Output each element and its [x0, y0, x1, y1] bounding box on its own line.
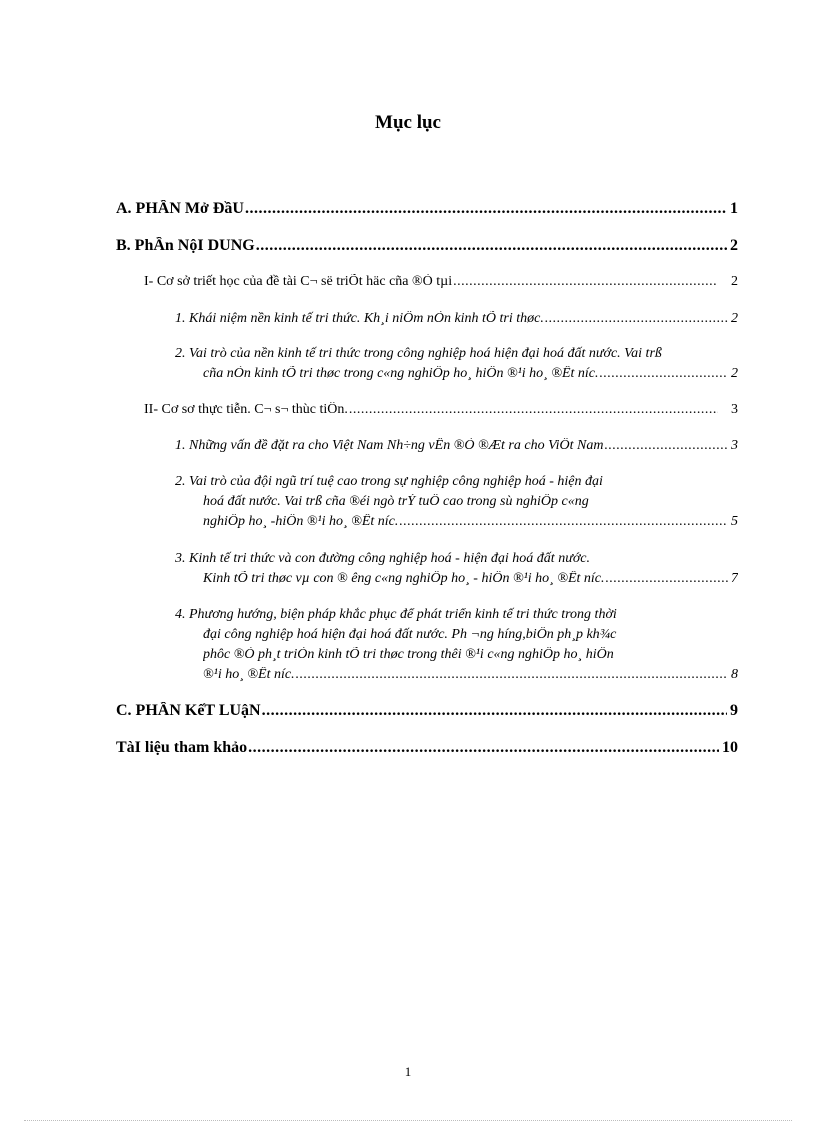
- page-number: 1: [404, 1064, 412, 1079]
- toc-page-number: 8: [731, 667, 738, 682]
- toc-entry-continuation: [203, 514, 738, 530]
- toc-entry-label-line: Kinh tÕ tri thøc vµ con ® êng c«ng nghiÖp ho¸ - hiÖn ®¹i ho¸ ®Êt níc.: [203, 571, 605, 586]
- toc-page-number: 2: [731, 274, 738, 289]
- toc-page-number: 9: [730, 702, 738, 719]
- toc-entry-label: A. PHẦN Mở ĐầU: [116, 200, 244, 217]
- toc-entry-label: I- Cơ sở triết học của đề tài C¬ së triÕt häc cña ®Ò tµi: [144, 274, 453, 289]
- toc-entry-label-line: 3. Kinh tế tri thức và con đường công nghiệp hoá - hiện đại hoá đất nước.: [175, 551, 591, 566]
- toc-entry-continuation: [203, 667, 738, 683]
- toc-entry-continuation: [203, 571, 738, 587]
- toc-entry-1-1[interactable]: [175, 311, 738, 327]
- toc-entry-label: B. PhẦn NộI DUNG: [116, 237, 255, 254]
- toc-page-number: 10: [722, 739, 738, 756]
- toc-entry-label-line: cña nÒn kinh tÕ tri thøc trong c«ng nghiÖp ho¸ hiÖn ®¹i ho¸ ®Êt níc.: [203, 366, 599, 381]
- toc-page-number: 3: [731, 402, 738, 417]
- toc-entry-label: TàI liệu tham khảo: [116, 739, 248, 756]
- toc-page-number: 1: [730, 200, 738, 217]
- toc-entry-conclusion[interactable]: [116, 702, 738, 720]
- toc-page-number: 3: [731, 438, 738, 453]
- dot-leader: [296, 667, 728, 683]
- dot-leader: [349, 402, 718, 418]
- toc-entry-references[interactable]: [116, 739, 738, 757]
- dot-leader: [262, 702, 727, 720]
- dot-leader: [606, 571, 728, 587]
- page-title: Mục lục: [375, 112, 441, 133]
- toc-entry-content[interactable]: [116, 237, 738, 255]
- toc-entry-label-line: 4. Phương hướng, biện pháp khắc phục để phát triển kinh tế tri thức trong thời: [175, 607, 617, 622]
- toc-entry-label-line: đại công nghiệp hoá hiện đại hoá đất nước. Ph ¬ng híng,biÖn ph¸p kh¾c: [203, 627, 617, 642]
- dot-leader: [453, 274, 718, 290]
- toc-page-number: 2: [731, 311, 738, 326]
- toc-entry-continuation: [203, 366, 738, 382]
- toc-entry-label: 1. Khái niệm nền kinh tế tri thức. Kh¸i niÖm nÒn kinh tÕ tri thøc.: [175, 311, 544, 326]
- toc-entry-label: C. PHẦN KếT LUậN: [116, 702, 261, 719]
- dot-leader: [399, 514, 728, 530]
- toc-entry-label-line: 2. Vai trò của đội ngũ trí tuệ cao trong sự nghiệp công nghiệp hoá - hiện đại: [175, 474, 603, 489]
- toc-entry-section-1[interactable]: [144, 274, 738, 290]
- dot-leader: [245, 200, 727, 218]
- toc-entry-label-line: nghiÖp ho¸ -hiÖn ®¹i ho¸ ®Êt níc.: [203, 514, 399, 529]
- dot-leader: [600, 366, 728, 382]
- toc-page-number: 2: [730, 237, 738, 254]
- toc-entry-introduction[interactable]: [116, 200, 738, 218]
- toc-entry-label: 1. Những vấn đề đặt ra cho Việt Nam Nh÷ng vÊn ®Ò ®Æt ra cho ViÖt Nam: [175, 438, 604, 453]
- toc-entry-label-line: ®¹i ho¸ ®Êt níc.: [203, 667, 295, 682]
- toc-page-number: 7: [731, 571, 738, 586]
- toc-page-number: 2: [731, 366, 738, 381]
- toc-entry-section-2[interactable]: [144, 402, 738, 418]
- toc-page-number: 5: [731, 514, 738, 529]
- dot-leader: [545, 311, 728, 327]
- toc-entry-label-line: phôc ®Ó ph¸t triÓn kinh tÕ tri thøc trong thêi ®¹i c«ng nghiÖp ho¸ hiÖn: [203, 647, 614, 662]
- toc-entry-2-1[interactable]: [175, 438, 738, 454]
- toc-entry-label-line: 2. Vai trò của nền kinh tế tri thức trong công nghiệp hoá hiện đại hoá đất nước. Vai trß: [175, 346, 662, 361]
- dot-leader: [604, 438, 728, 454]
- dot-leader: [256, 237, 727, 255]
- toc-entry-label-line: hoá đất nước. Vai trß cña ®éi ngò trÝ tuÖ cao trong sù nghiÖp c«ng: [203, 494, 589, 509]
- toc-entry-label: II- Cơ sơ thực tiễn. C¬ s¬ thùc tiÔn.: [144, 402, 348, 417]
- page-bottom-rule: [24, 1120, 792, 1121]
- dot-leader: [248, 739, 719, 757]
